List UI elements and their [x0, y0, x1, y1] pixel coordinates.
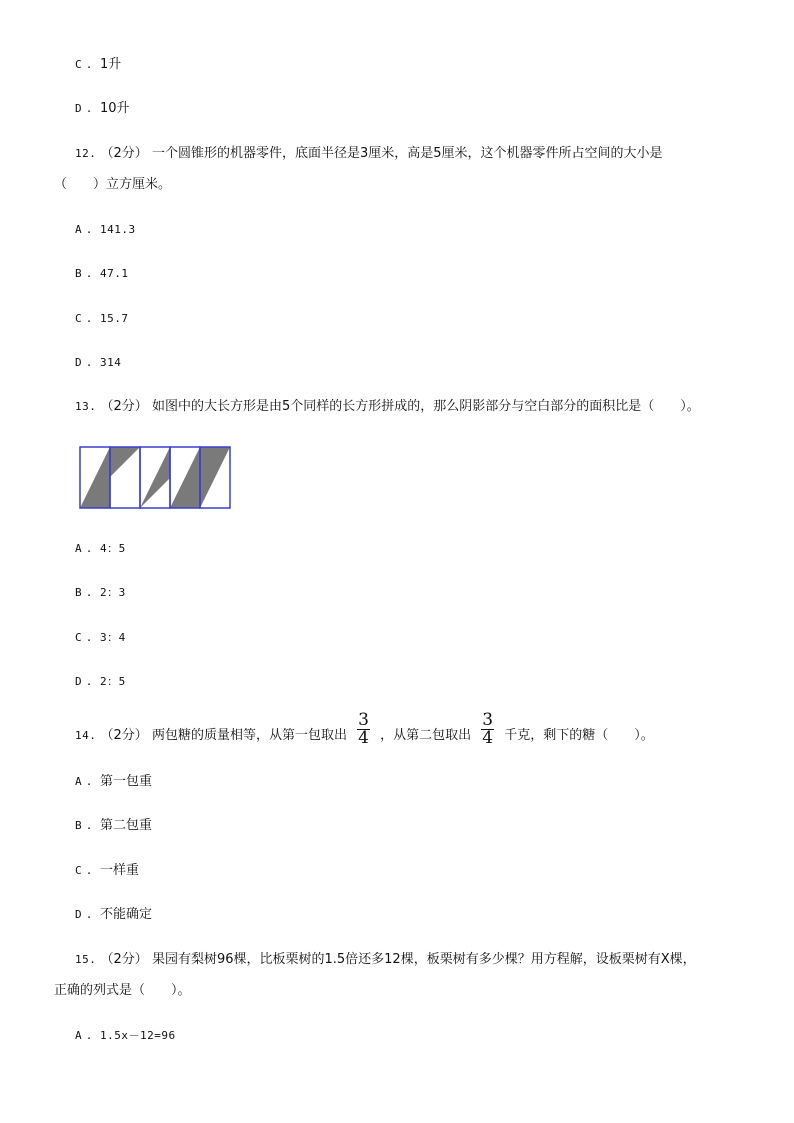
question-score: （2分）	[100, 728, 148, 743]
option-text: 1升	[100, 57, 122, 72]
option-a[interactable]: A . 4：5	[75, 542, 126, 555]
option-a[interactable]: A . 1.5x－12=96	[75, 1029, 176, 1042]
option-d[interactable]: D . 2：5	[75, 675, 126, 688]
option-text: 2：5	[100, 675, 126, 688]
option-text: 第一包重	[100, 774, 153, 789]
option-letter: B	[75, 267, 82, 280]
option-letter: D	[75, 675, 82, 688]
option-letter: C	[75, 631, 82, 644]
shaded-triangle	[200, 447, 230, 508]
question-12-stem	[75, 145, 662, 163]
option-text: 第二包重	[100, 818, 153, 833]
question-number: 14.	[75, 729, 97, 742]
question-score: （2分）	[100, 952, 148, 967]
option-c[interactable]: C . 一样重	[75, 863, 140, 878]
question-13-stem	[75, 398, 700, 416]
question-text: 一个圆锥形的机器零件，底面半径是3厘米，高是5厘米，这个机器零件所占空间的大小是	[151, 146, 663, 161]
option-letter: A	[75, 1029, 82, 1042]
option-c[interactable]: C . 3：4	[75, 631, 126, 644]
option-text: 314	[100, 356, 122, 369]
option-letter: C	[75, 864, 82, 877]
option-letter: A	[75, 542, 82, 555]
option-text: 15.7	[100, 312, 129, 325]
option-letter: D	[75, 908, 82, 921]
question-score: （2分）	[100, 399, 148, 414]
option-d[interactable]: D . 不能确定	[75, 907, 153, 922]
question-14-stem	[75, 710, 654, 754]
option-letter: C	[75, 312, 82, 325]
option-letter: A	[75, 223, 82, 236]
option-b[interactable]: B . 2：3	[75, 586, 126, 599]
option-c[interactable]: C . 15.7	[75, 312, 129, 325]
fraction-numerator: 3	[482, 710, 494, 730]
shaded-triangle	[140, 447, 170, 508]
option-c[interactable]: C . 1升	[75, 57, 122, 72]
question-text: ，从第二包取出	[380, 728, 472, 743]
question-text: 正确的列式是（ ）。	[54, 983, 191, 998]
option-letter: A	[75, 775, 82, 788]
shaded-triangle	[80, 447, 110, 508]
question-12-stem-cont	[54, 176, 171, 194]
option-text: 3：4	[100, 631, 126, 644]
option-text: 10升	[100, 101, 130, 116]
question-text: 两包糖的质量相等，从第一包取出	[151, 728, 347, 743]
question-15-stem	[75, 951, 696, 969]
question-number: 13.	[75, 400, 97, 413]
option-text: 47.1	[100, 267, 129, 280]
fraction-denominator: 4	[358, 728, 369, 748]
fraction	[481, 712, 494, 747]
shaded-triangle	[170, 447, 200, 508]
option-a[interactable]: A . 第一包重	[75, 774, 153, 789]
option-b[interactable]: B . 第二包重	[75, 818, 153, 833]
option-letter: D	[75, 102, 82, 115]
question-text: （ ）立方厘米。	[54, 177, 172, 192]
fraction-numerator: 3	[358, 710, 369, 730]
option-letter: B	[75, 819, 82, 832]
option-text: 一样重	[100, 863, 140, 878]
rectangles-figure	[79, 446, 233, 510]
question-text: 千克，剩下的糖（ ）。	[504, 728, 654, 743]
option-b[interactable]: B . 47.1	[75, 267, 129, 280]
fraction	[357, 712, 370, 747]
option-text: 4：5	[100, 542, 126, 555]
option-a[interactable]: A . 141.3	[75, 223, 136, 236]
question-text: 如图中的大长方形是由5个同样的长方形拼成的，那么阴影部分与空白部分的面积比是（ ）。	[151, 399, 700, 414]
option-d[interactable]: D . 314	[75, 356, 122, 369]
question-number: 12.	[75, 147, 97, 160]
option-d[interactable]: D . 10升	[75, 101, 130, 116]
question-number: 15.	[75, 953, 97, 966]
option-letter: D	[75, 356, 82, 369]
shaded-triangle	[110, 447, 140, 477]
question-score: （2分）	[100, 146, 148, 161]
question-15-stem-cont	[54, 982, 191, 1000]
question-text: 果园有梨树96棵，比板栗树的1.5倍还多12棵，板栗树有多少棵？用方程解，设板栗树有X棵，	[151, 952, 696, 967]
option-text: 2：3	[100, 586, 126, 599]
fraction-denominator: 4	[482, 728, 494, 748]
option-text: 不能确定	[100, 907, 153, 922]
option-letter: B	[75, 586, 82, 599]
option-text: 141.3	[100, 223, 136, 236]
option-text: 1.5x－12=96	[100, 1029, 176, 1042]
option-letter: C	[75, 58, 82, 71]
